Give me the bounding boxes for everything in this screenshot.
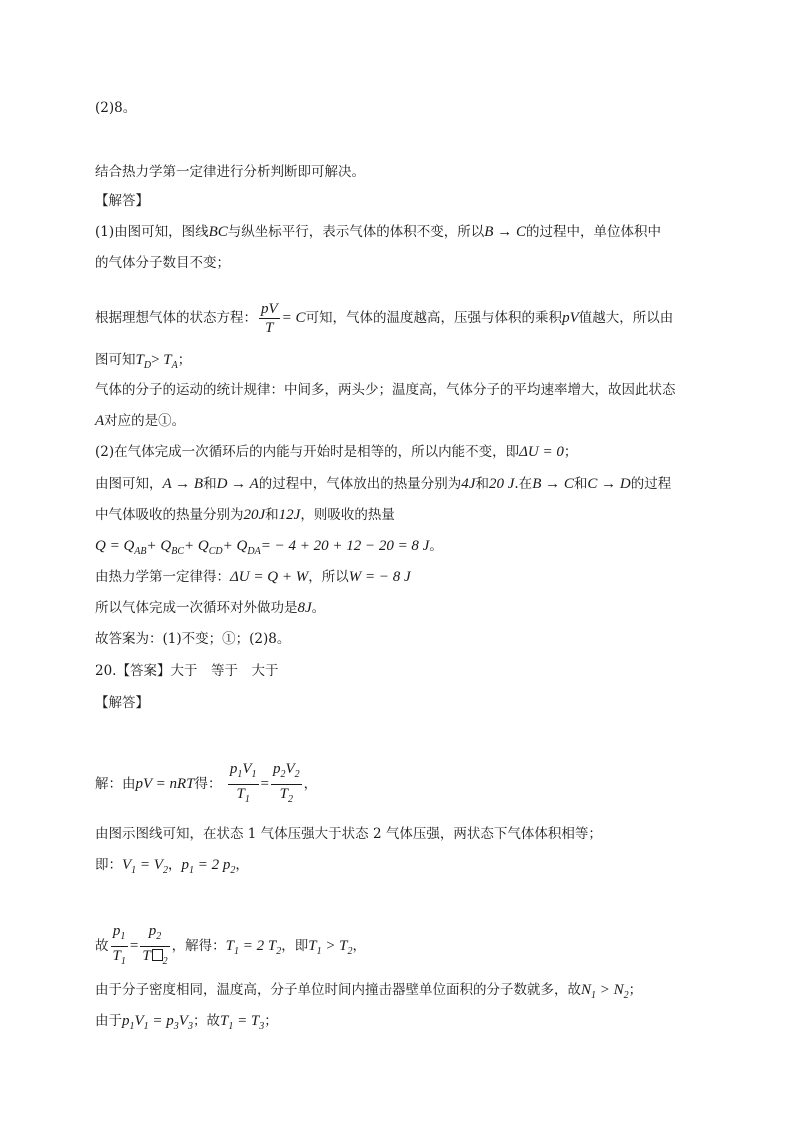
- fraction-pv-over-t: $\frac{pV}{T}$: [261, 301, 278, 336]
- line-heat-released: 由图可知，A → B和D → A的过程中，气体放出的热量分别为4J和20 J.在B → C和C → D的过程: [95, 476, 672, 492]
- line-volume-equal: 即：$V_1 = V_2$，$p_1 = 2$ $p_2$，: [95, 857, 249, 876]
- line-state-equation: 根据理想气体的状态方程： $\frac{pV}{T}$ = C可知，气体的温度越高，压强与体积的乘积pV值越大，所以由: [95, 301, 674, 336]
- fraction-p2v2-over-t2: $\frac{p_2V_2}{T_2}$: [272, 761, 300, 805]
- fraction-p2-over-t2: $\frac{p_2}{T _2}$: [142, 923, 168, 967]
- line-part1-a: (1)由图可知，图线BC与纵坐标平行，表示气体的体积不变，所以B → C的过程中，单位体积中: [95, 224, 661, 240]
- line-temperature-ratio: 故 $\frac{p_1}{T_1}$ = $\frac{p_2}{T _2}$ ，解得：$T_1 = 2$ $T_2$，即$T_1 > T_2$，: [95, 922, 366, 971]
- line-first-law: 由热力学第一定律得：ΔU = Q + W，所以W = − 8 J: [95, 569, 411, 585]
- line-state-a: A对应的是①。: [95, 413, 186, 429]
- line-work-done: 所以气体完成一次循环对外做功是8J。: [95, 600, 326, 616]
- line-temperature-compare: 图可知$T_D> T_A$；: [95, 352, 192, 371]
- line-question-20-answer: 20.【答案】大于 等于 大于: [95, 663, 279, 679]
- line-t1-equals-t3: 由于$p_1V_1 = p_3V_3$；故$T_1 = T_3$；: [95, 1013, 278, 1032]
- line-heat-absorbed: 中气体吸收的热量分别为20J和12J，则吸收的热量: [95, 507, 395, 523]
- line-analysis: 结合热力学第一定律进行分析判断即可解决。: [95, 164, 365, 180]
- line-part2-internal-energy: (2)在气体完成一次循环后的内能与开始时是相等的，所以内能不变，即ΔU = 0；: [95, 444, 578, 460]
- line-heat-sum-equation: $Q = Q_{AB}+ Q_{BC}+ Q_{CD}+ Q_{DA}= - 4 + 20 + 12 - 20 = 8$ J。: [95, 538, 443, 557]
- line-solution-heading: 【解答】: [95, 193, 149, 209]
- line-final-answer: 故答案为：(1)不变；①；(2)8。: [95, 631, 291, 647]
- line-solution-heading-2: 【解答】: [95, 695, 149, 711]
- line-answer-2: (2)8。: [95, 100, 137, 116]
- line-part1-b: 的气体分子数目不变；: [95, 255, 230, 271]
- fraction-p1-over-t1: $\frac{p_1}{T_1}$: [112, 923, 126, 967]
- line-statistics: 气体的分子的运动的统计规律：中间多，两头少；温度高，气体分子的平均速率增大，故因此状态: [95, 382, 676, 398]
- placeholder-box-icon: [152, 949, 163, 961]
- fraction-p1v1-over-t1: $\frac{p_1V_1}{T_1}$: [229, 761, 257, 805]
- line-ideal-gas-law: 解：由pV = nRT得： $\frac{p_1V_1}{T_1}$ = $\frac{p_2V_2}{T_2}$ ，: [95, 760, 317, 809]
- line-molecule-collisions: 由于分子密度相同，温度高，分子单位时间内撞击器壁单位面积的分子数就多，故$N_1 > N_2$；: [95, 982, 643, 1001]
- line-pressure-compare: 由图示图线可知，在状态 1 气体压强大于状态 2 气体压强，两状态下气体体积相等；: [95, 826, 602, 842]
